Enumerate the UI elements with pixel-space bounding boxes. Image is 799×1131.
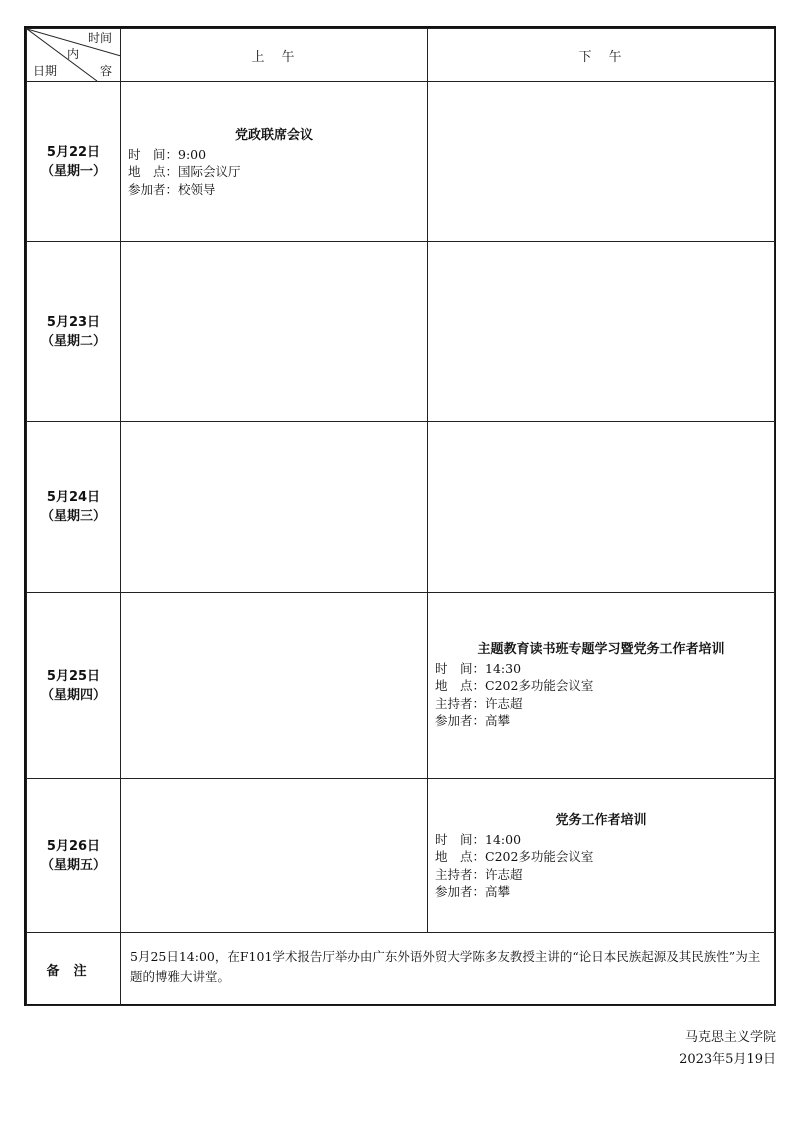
day-row-tue: [27, 242, 775, 422]
weekly-schedule-table: [26, 28, 775, 1006]
event-time: 时 间：14:30: [435, 660, 522, 676]
corner-label-date: 日期: [33, 64, 58, 78]
day-date: 5月25日: [46, 668, 101, 684]
afternoon-cell: [428, 779, 775, 933]
event-title: 主题教育读书班专题学习暨党务工作者培训: [477, 642, 725, 657]
date-cell: [27, 422, 121, 593]
corner-header-cell: [27, 29, 121, 82]
morning-cell: [121, 593, 428, 779]
event-location: 地 点：国际会议厅: [128, 164, 241, 179]
issuing-organization: 马克思主义学院: [684, 1030, 776, 1045]
event-location: 地 点：C202多功能会议室: [435, 678, 594, 693]
day-row-wed: [27, 422, 775, 593]
day-date: 5月22日: [46, 144, 101, 160]
day-weekday: （星期一）: [40, 163, 106, 179]
day-row-mon: [27, 82, 775, 242]
event-time: 时 间：9:00: [128, 146, 207, 162]
notes-label-cell: [27, 933, 121, 1006]
event-title: 党务工作者培训: [555, 813, 647, 828]
event-attendees: 参加者：高攀: [435, 884, 511, 899]
corner-label-rong: 容: [99, 64, 112, 78]
document-footer: [679, 1027, 776, 1071]
event-location: 地 点：C202多功能会议室: [435, 849, 594, 864]
day-date: 5月23日: [46, 314, 101, 330]
morning-cell: [121, 82, 428, 242]
issue-date: 2023年5月19日: [679, 1052, 776, 1067]
day-weekday: （星期二）: [40, 333, 106, 349]
afternoon-cell: [428, 422, 775, 593]
afternoon-header: [428, 29, 775, 82]
morning-cell: [121, 779, 428, 933]
date-cell: [27, 593, 121, 779]
notes-label: 备注: [46, 963, 101, 979]
day-row-fri: [27, 779, 775, 933]
date-cell: [27, 779, 121, 933]
day-date: 5月26日: [46, 838, 101, 854]
afternoon-header-label: 下 午: [578, 49, 624, 65]
day-weekday: （星期五）: [40, 857, 106, 873]
corner-label-time: 时间: [87, 31, 112, 45]
notes-text: 5月25日14:00，在F101学术报告厅举办由广东外语外贸大学陈多友教授主讲的“论日本民族起源及其民族性”为主题的博雅大讲堂。: [130, 949, 761, 984]
day-weekday: （星期三）: [40, 509, 106, 524]
afternoon-cell: [428, 593, 775, 779]
day-row-thu: [27, 593, 775, 779]
event-time: 时 间：14:00: [435, 831, 522, 847]
morning-header-label: 上 午: [251, 49, 297, 65]
schedule-sheet: [24, 26, 776, 1006]
corner-label-nei: 内: [67, 47, 80, 61]
day-weekday: （星期四）: [40, 687, 106, 703]
header-row: [27, 29, 775, 82]
date-cell: [27, 242, 121, 422]
event-attendees: 参加者：校领导: [128, 181, 216, 197]
afternoon-cell: [428, 82, 775, 242]
date-cell: [27, 82, 121, 242]
event-attendees: 参加者：高攀: [435, 713, 511, 728]
afternoon-cell: [428, 242, 775, 422]
morning-header: [121, 29, 428, 82]
event-host: 主持者：许志超: [435, 695, 523, 711]
notes-row: [27, 933, 775, 1006]
event-title: 党政联席会议: [234, 128, 313, 143]
day-date: 5月24日: [46, 490, 101, 505]
event-host: 主持者：许志超: [435, 866, 523, 882]
morning-cell: [121, 242, 428, 422]
morning-cell: [121, 422, 428, 593]
notes-text-cell: [121, 933, 775, 1006]
